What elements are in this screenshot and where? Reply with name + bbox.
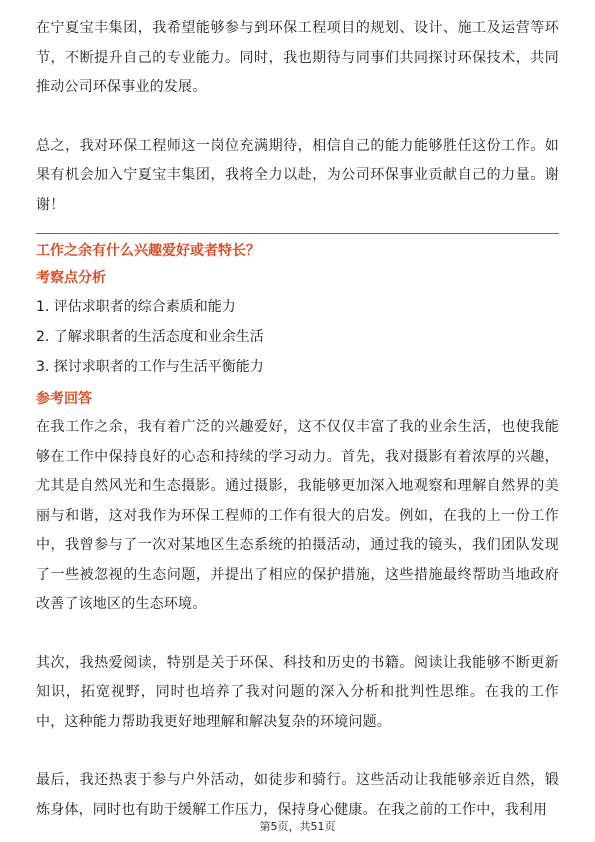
analysis-item: 1. 评估求职者的综合素质和能力: [36, 299, 236, 315]
section-divider: [36, 233, 559, 234]
intro-paragraph-1: 在宁夏宝丰集团，我希望能够参与到环保工程项目的规划、设计、施工及运营等环节，不断提升自己的专业能力。同时，我也期待与同事们共同探讨环保技术，共同推动公司环保事业的发展。: [36, 20, 559, 95]
paragraph-spacer: [36, 737, 559, 766]
paragraph-spacer: [36, 103, 559, 132]
answer-paragraph-2: 其次，我热爱阅读，特别是关于环保、科技和历史的书籍。阅读让我能够不断更新知识，拓宽视野，同时也培养了我对问题的深入分析和批判性思维。在我的工作中，这种能力帮助我更好地理解和解决复杂的环境问题。: [36, 654, 559, 730]
analysis-item: 3. 探讨求职者的工作与生活平衡能力: [36, 359, 264, 375]
intro-paragraph-2: 总之，我对环保工程师这一岗位充满期待，相信自己的能力能够胜任这份工作。如果有机会加入宁夏宝丰集团，我将全力以赴，为公司环保事业贡献自己的力量。谢谢！: [36, 137, 559, 213]
answer-paragraph-3: 最后，我还热衷于参与户外活动，如徒步和骑行。这些活动让我能够亲近自然，锻炼身体，同时也有助于缓解工作压力，保持身心健康。在我之前的工作中，我利用: [36, 772, 559, 818]
paragraph-spacer: [36, 620, 559, 649]
analysis-heading: 考察点分析: [36, 270, 106, 286]
answer-paragraph-1: 在我工作之余，我有着广泛的兴趣爱好，这不仅仅丰富了我的业余生活，也使我能够在工作中保持良好的心态和持续的学习动力。首先，我对摄影有着浓厚的兴趣，尤其是自然风光和生态摄影。通过摄影，我能够更加深入地观察和理解自然界的美丽与和谐，这对我作为环保工程师的工作有很大的启发。例如，在我的上一份工作中，我曾参与了一次对某地区生态系统的拍摄活动，通过我的镜头，我们团队发现了一些被忽视的生态问题，并提出了相应的保护措施，这些措施最终帮助当地政府改善了该地区的生态环境。: [36, 419, 559, 612]
question-title: 工作之余有什么兴趣爱好或者特长？: [36, 243, 260, 259]
answer-heading: 参考回答: [36, 391, 92, 407]
page-number: 第5页，共51页: [259, 820, 336, 833]
document-page: [36, 14, 559, 825]
analysis-item: 2. 了解求职者的生活态度和业余生活: [36, 329, 264, 345]
